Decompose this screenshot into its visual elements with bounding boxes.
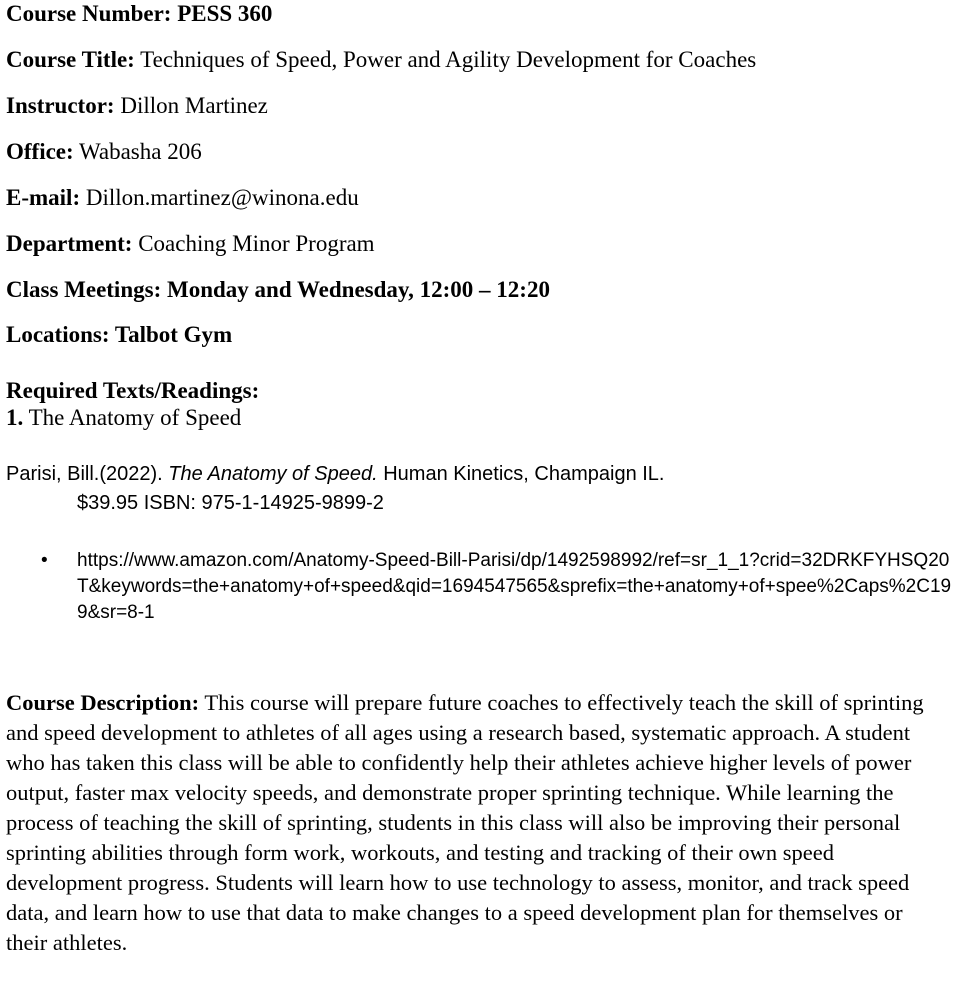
citation-price-isbn: $39.95 ISBN: 975-1-14925-9899-2 xyxy=(77,492,384,514)
citation-author: Parisi, Bill.(2022). xyxy=(6,463,169,485)
email-label: E-mail: xyxy=(6,185,81,210)
email-value: Dillon.martinez@winona.edu xyxy=(80,185,359,210)
course-number-value: PESS 360 xyxy=(171,1,273,26)
required-text-item xyxy=(6,404,241,431)
book-link-list xyxy=(6,548,952,626)
class-meetings-line xyxy=(6,276,550,303)
instructor-line xyxy=(6,92,268,119)
required-text-title: The Anatomy of Speed xyxy=(23,405,242,430)
department-line xyxy=(6,230,375,257)
required-text-number: 1. xyxy=(6,405,24,430)
course-title-value: Techniques of Speed, Power and Agility Development for Coaches xyxy=(134,47,757,72)
required-texts-heading: Required Texts/Readings: xyxy=(6,378,260,403)
course-title-line xyxy=(6,46,756,73)
email-line xyxy=(6,184,359,211)
course-description-text: This course will prepare future coaches to effectively teach the skill of sprinting and speed development to athletes of all ages using a research based, systematic approach. A student who has taken this class will be able to confidently help their athletes achieve higher levels of power output, faster max velocity speeds, and demonstrate proper sprinting technique. While learning the process of teaching the skill of sprinting, students in this class will also be improving their personal sprinting abilities through form work, workouts, and testing and tracking of their own speed development progress. Students will learn how to use technology to assess, monitor, and track speed data, and learn how to use that data to make changes to a speed development plan for themselves or their athletes. xyxy=(6,690,924,955)
office-label: Office: xyxy=(6,139,74,164)
department-value: Coaching Minor Program xyxy=(132,231,375,256)
class-meetings-value: Monday and Wednesday, 12:00 – 12:20 xyxy=(161,277,550,302)
office-line xyxy=(6,138,202,165)
amazon-link[interactable]: https://www.amazon.com/Anatomy-Speed-Bill-Parisi/dp/1492598992/ref=sr_1_1?crid=32DRKFYHSQ20T&keywords=the+anatomy+of+speed&qid=1694547565&sprefix=the+anatomy+of+spee%2Caps%2C199&sr=8-1 xyxy=(77,550,952,623)
office-value: Wabasha 206 xyxy=(73,139,202,164)
book-citation xyxy=(6,460,952,518)
course-description-label: Course Description: xyxy=(6,690,200,715)
bullet-marker: • xyxy=(41,550,48,571)
course-number-label: Course Number: xyxy=(6,1,172,26)
instructor-value: Dillon Martinez xyxy=(114,93,268,118)
instructor-label: Instructor: xyxy=(6,93,115,118)
citation-title: The Anatomy of Speed. xyxy=(168,463,378,485)
course-description xyxy=(6,688,946,958)
class-meetings-label: Class Meetings: xyxy=(6,277,162,302)
course-number-line xyxy=(6,0,272,27)
citation-line-1 xyxy=(6,460,952,489)
locations-line xyxy=(6,321,232,348)
locations-value: Talbot Gym xyxy=(109,322,233,347)
course-title-label: Course Title: xyxy=(6,47,135,72)
citation-publisher: Human Kinetics, Champaign IL. xyxy=(377,463,665,485)
locations-label: Locations: xyxy=(6,322,110,347)
department-label: Department: xyxy=(6,231,133,256)
